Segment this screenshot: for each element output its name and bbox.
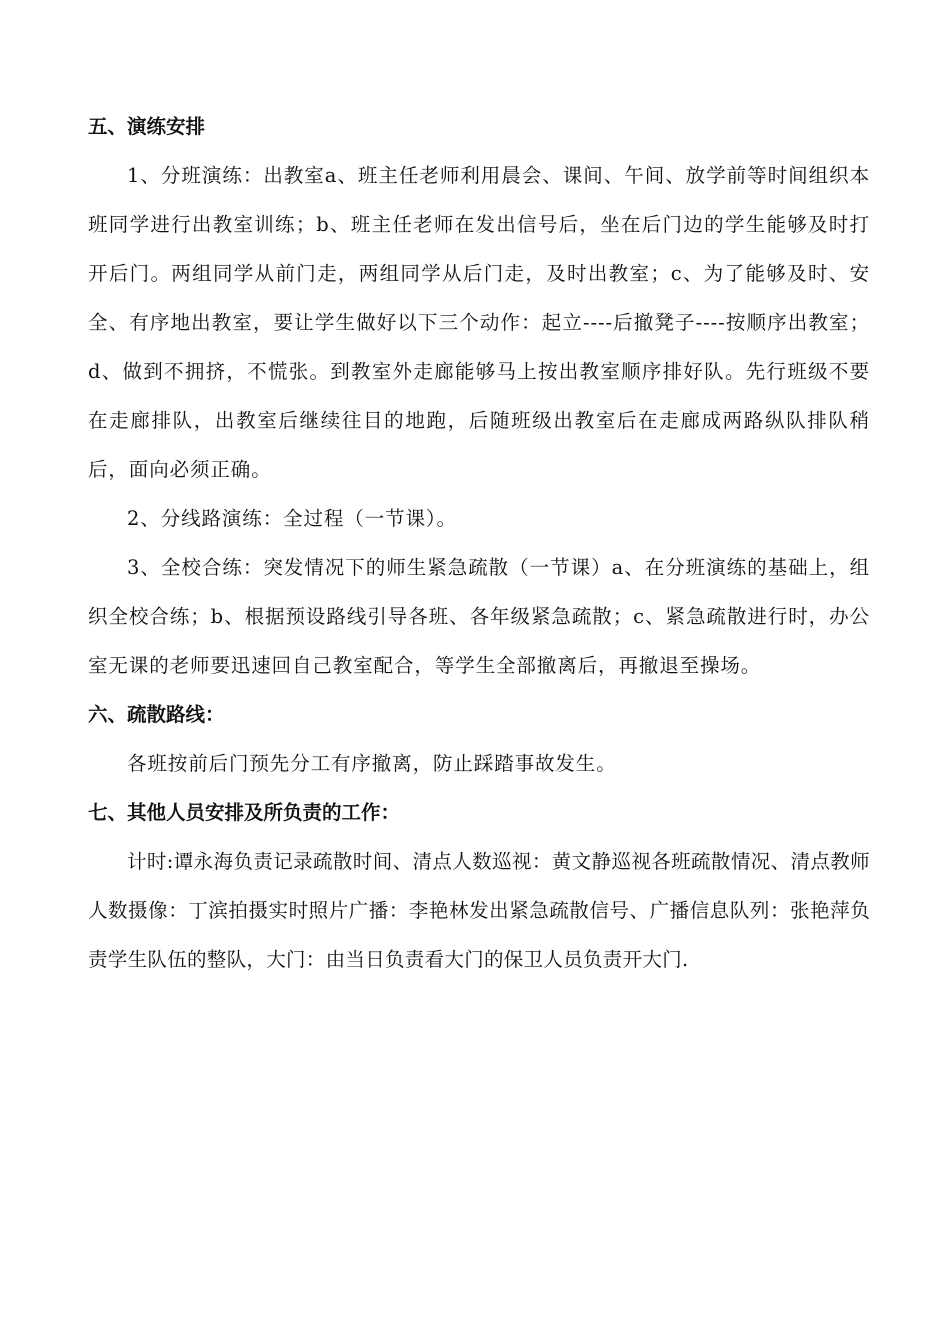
- section-heading-drill-arrangement: 五、演练安排: [88, 115, 206, 138]
- section-heading-other-staff: 七、其他人员安排及所负责的工作：: [88, 801, 401, 824]
- paragraph-school-drill: 3、全校合练：突发情况下的师生紧急疏散（一节课）a、在分班演练的基础上，组织全校合练；b、根据预设路线引导各班、各年级紧急疏散；c、紧急疏散进行时，办公室无课的老师要迅速回自己教室配合，等学生全部撤离后，再撤退至操场。: [88, 556, 870, 677]
- paragraph-route-drill: 2、分线路演练：全过程（一节课）。: [127, 507, 457, 530]
- document-body: [88, 102, 870, 984]
- paragraph-evacuation-route: 各班按前后门预先分工有序撤离，防止踩踏事故发生。: [127, 752, 617, 775]
- section-heading-evacuation-route: 六、疏散路线：: [88, 703, 225, 726]
- paragraph-class-drill: 1、分班演练：出教室a、班主任老师利用晨会、课间、午间、放学前等时间组织本班同学进行出教室训练；b、班主任老师在发出信号后，坐在后门边的学生能够及时打开后门。两组同学从前门走，两组同学从后门走，及时出教室；c、为了能够及时、安全、有序地出教室，要让学生做好以下三个动作：起立----后撤凳子----按顺序出教室；d、做到不拥挤，不慌张。到教室外走廊能够马上按出教室顺序排好队。先行班级不要在走廊排队，出教室后继续往目的地跑，后随班级出教室后在走廊成两路纵队排队稍后，面向必须正确。: [88, 164, 870, 481]
- paragraph-other-staff: 计时:谭永海负责记录疏散时间、清点人数巡视：黄文静巡视各班疏散情况、清点教师人数摄像：丁滨拍摄实时照片广播：李艳林发出紧急疏散信号、广播信息队列：张艳萍负责学生队伍的整队，大门：由当日负责看大门的保卫人员负责开大门.: [88, 850, 870, 971]
